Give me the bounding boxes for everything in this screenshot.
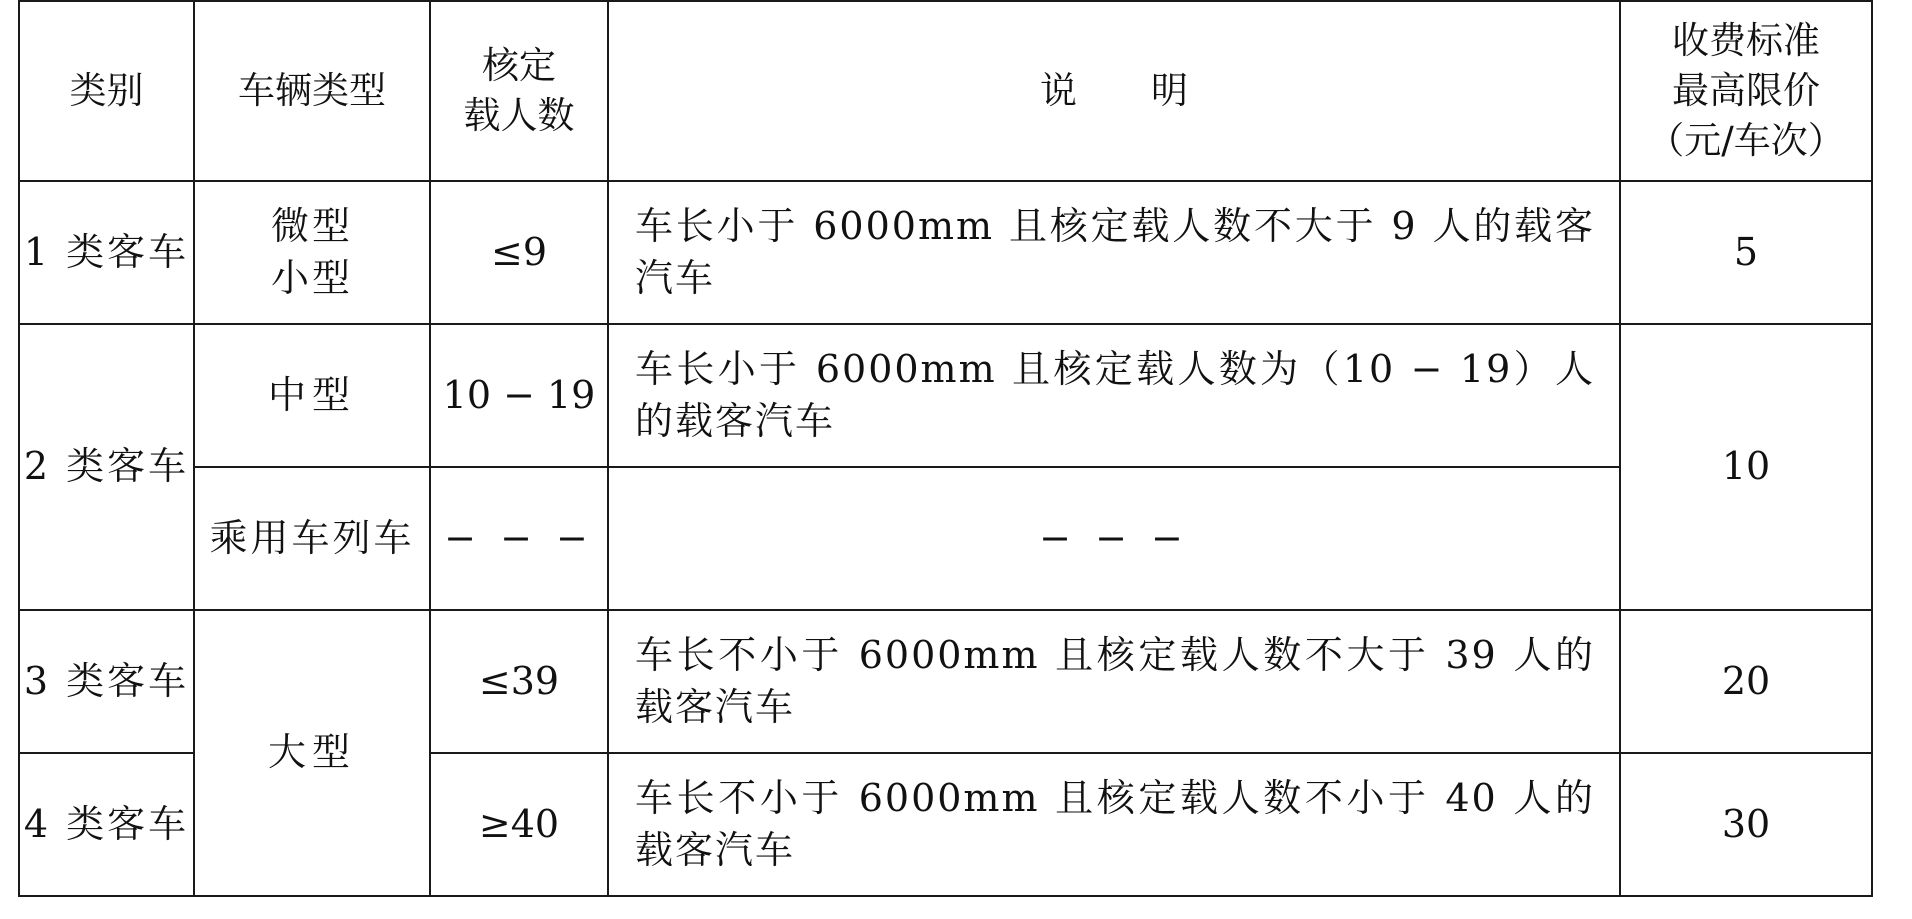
price-cell: 10 <box>1620 324 1872 610</box>
table-row <box>19 610 1872 753</box>
header-capacity-line2: 载人数 <box>463 94 575 137</box>
header-capacity-line1: 核定 <box>482 44 556 88</box>
capacity-cell: 10 − 19 <box>430 324 608 467</box>
category-cell: 1 类客车 <box>19 181 194 324</box>
vehicle-type-cell: 大型 <box>194 610 430 896</box>
header-description: 说 明 <box>608 1 1620 181</box>
description-cell: 车长小于 6000mm 且核定载人数不大于 9 人的载客汽车 <box>608 181 1620 324</box>
header-vehicle-type: 车辆类型 <box>194 1 430 181</box>
vehicle-type-cell: 中型 <box>194 324 430 467</box>
description-cell: 车长不小于 6000mm 且核定载人数不小于 40 人的载客汽车 <box>608 753 1620 896</box>
capacity-cell: ≤9 <box>430 181 608 324</box>
header-price-line1: 收费标准 <box>1672 19 1820 63</box>
capacity-cell: ≥40 <box>430 753 608 896</box>
table-row <box>19 324 1872 467</box>
capacity-cell: − − − <box>430 467 608 610</box>
table-row <box>19 467 1872 610</box>
capacity-cell: ≤39 <box>430 610 608 753</box>
category-cell: 2 类客车 <box>19 324 194 610</box>
vehicle-type-line1: 微型 <box>270 204 353 249</box>
header-capacity <box>430 1 608 181</box>
header-price <box>1620 1 1872 181</box>
vehicle-type-cell: 乘用车列车 <box>194 467 430 610</box>
description-cell: − − − <box>608 467 1620 610</box>
toll-fee-table <box>18 0 1873 897</box>
description-cell: 车长小于 6000mm 且核定载人数为（10 − 19）人的载客汽车 <box>608 324 1620 467</box>
header-price-line3: （元/车次） <box>1647 118 1845 162</box>
vehicle-type-cell <box>194 181 430 324</box>
header-price-line2: 最高限价 <box>1672 69 1820 113</box>
price-cell: 30 <box>1620 753 1872 896</box>
category-cell: 4 类客车 <box>19 753 194 896</box>
category-cell: 3 类客车 <box>19 610 194 753</box>
table-row <box>19 181 1872 324</box>
vehicle-type-line2: 小型 <box>270 255 353 300</box>
fee-table-wrapper <box>18 0 1873 897</box>
table-header-row <box>19 1 1872 181</box>
price-cell: 5 <box>1620 181 1872 324</box>
header-category: 类别 <box>19 1 194 181</box>
description-cell: 车长不小于 6000mm 且核定载人数不大于 39 人的载客汽车 <box>608 610 1620 753</box>
price-cell: 20 <box>1620 610 1872 753</box>
